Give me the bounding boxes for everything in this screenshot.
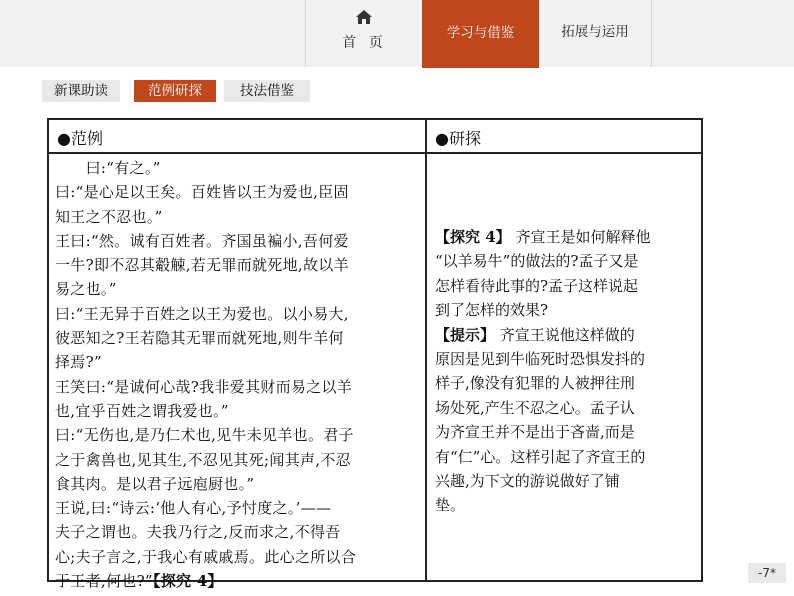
question-line: 怎样看待此事的?孟子这样说起 — [435, 276, 639, 295]
hint-line — [435, 323, 697, 347]
example-line: 王曰:“然。诚有百姓者。齐国虽褊小,吾何爱 — [55, 231, 349, 250]
example-line: 曰:“有之。” — [55, 159, 161, 177]
subtab-new-lesson[interactable]: 新课助读 — [42, 80, 120, 102]
content-table — [47, 118, 703, 591]
right-column-heading: ●研探 — [435, 129, 481, 148]
subtab-example-study[interactable]: 范例研探 — [134, 80, 216, 102]
hint-line: 垫。 — [435, 496, 466, 515]
example-line: 易之也。” — [55, 280, 117, 299]
hint-line: 有“仁”心。这样引起了齐宣王的 — [435, 447, 646, 466]
hint-line: 原因是见到牛临死时恐惧发抖的 — [435, 350, 646, 369]
nav-home-button[interactable] — [305, 0, 424, 67]
question-line — [435, 225, 697, 249]
nav-study-tab[interactable]: 学习与借鉴 — [422, 0, 539, 68]
example-line-text: 于王者,何也?” — [55, 572, 153, 591]
example-line: 知王之不忍也。” — [55, 207, 163, 226]
example-line: 心;夫子言之,于我心有戚戚焉。此心之所以合 — [55, 547, 357, 566]
example-line: 食其肉。是以君子远庖厨也。” — [55, 474, 255, 493]
question-text: 齐宣王是如何解释他 — [510, 228, 651, 246]
nav-extend-tab[interactable]: 拓展与运用 — [539, 0, 652, 67]
hint-line: 兴趣,为下文的游说做好了铺 — [435, 472, 620, 491]
hint-text: 齐宣王说他这样做的 — [495, 325, 635, 344]
home-icon — [356, 10, 372, 24]
study-text — [435, 225, 697, 518]
example-line: 曰:“无伤也,是乃仁术也,见牛未见羊也。君子 — [55, 426, 354, 445]
top-nav-bar — [0, 0, 794, 67]
example-line: 夫子之谓也。夫我乃行之,反而求之,不得吾 — [55, 523, 341, 542]
question-line: 到了怎样的效果? — [435, 301, 549, 320]
example-line: 择焉?” — [55, 353, 102, 372]
hint-line: 为齐宣王并不是出于吝啬,而是 — [435, 423, 635, 442]
hint-line: 场处死,产生不忍之心。孟子认 — [435, 398, 635, 417]
example-line: 王说,曰:“诗云:‘他人有心,予忖度之。’—— — [55, 499, 332, 518]
example-explore-tag: 【探究 4】 — [152, 572, 223, 591]
page-number: -7* — [748, 563, 786, 583]
example-line — [55, 569, 421, 593]
question-label: 【探究 4】 — [435, 228, 511, 246]
nav-home-label: 首 页 — [342, 35, 387, 51]
example-line: 一牛?即不忍其觳觫,若无罪而就死地,故以羊 — [55, 256, 349, 275]
example-line: 曰:“王无异于百姓之以王为爱也。以小易大, — [55, 304, 349, 323]
example-line: 也,宜乎百姓之谓我爱也。” — [55, 401, 229, 420]
hint-label: 【提示】 — [435, 325, 496, 344]
example-text — [55, 156, 421, 593]
left-column-heading: ●范例 — [57, 129, 103, 148]
question-line: “以羊易牛”的做法的?孟子又是 — [435, 252, 639, 271]
hint-line: 样子,像没有犯罪的人被押往刑 — [435, 374, 635, 393]
example-line: 王笑曰:“是诚何心哉?我非爱其财而易之以羊 — [55, 377, 353, 396]
example-line: 曰:“是心足以王矣。百姓皆以王为爱也,臣固 — [55, 183, 349, 202]
example-line: 之于禽兽也,见其生,不忍见其死;闻其声,不忍 — [55, 450, 351, 469]
subtab-technique[interactable]: 技法借鉴 — [224, 80, 310, 102]
example-line: 彼恶知之?王若隐其无罪而就死地,则牛羊何 — [55, 329, 344, 348]
header-divider — [49, 152, 701, 154]
column-divider — [425, 120, 427, 580]
